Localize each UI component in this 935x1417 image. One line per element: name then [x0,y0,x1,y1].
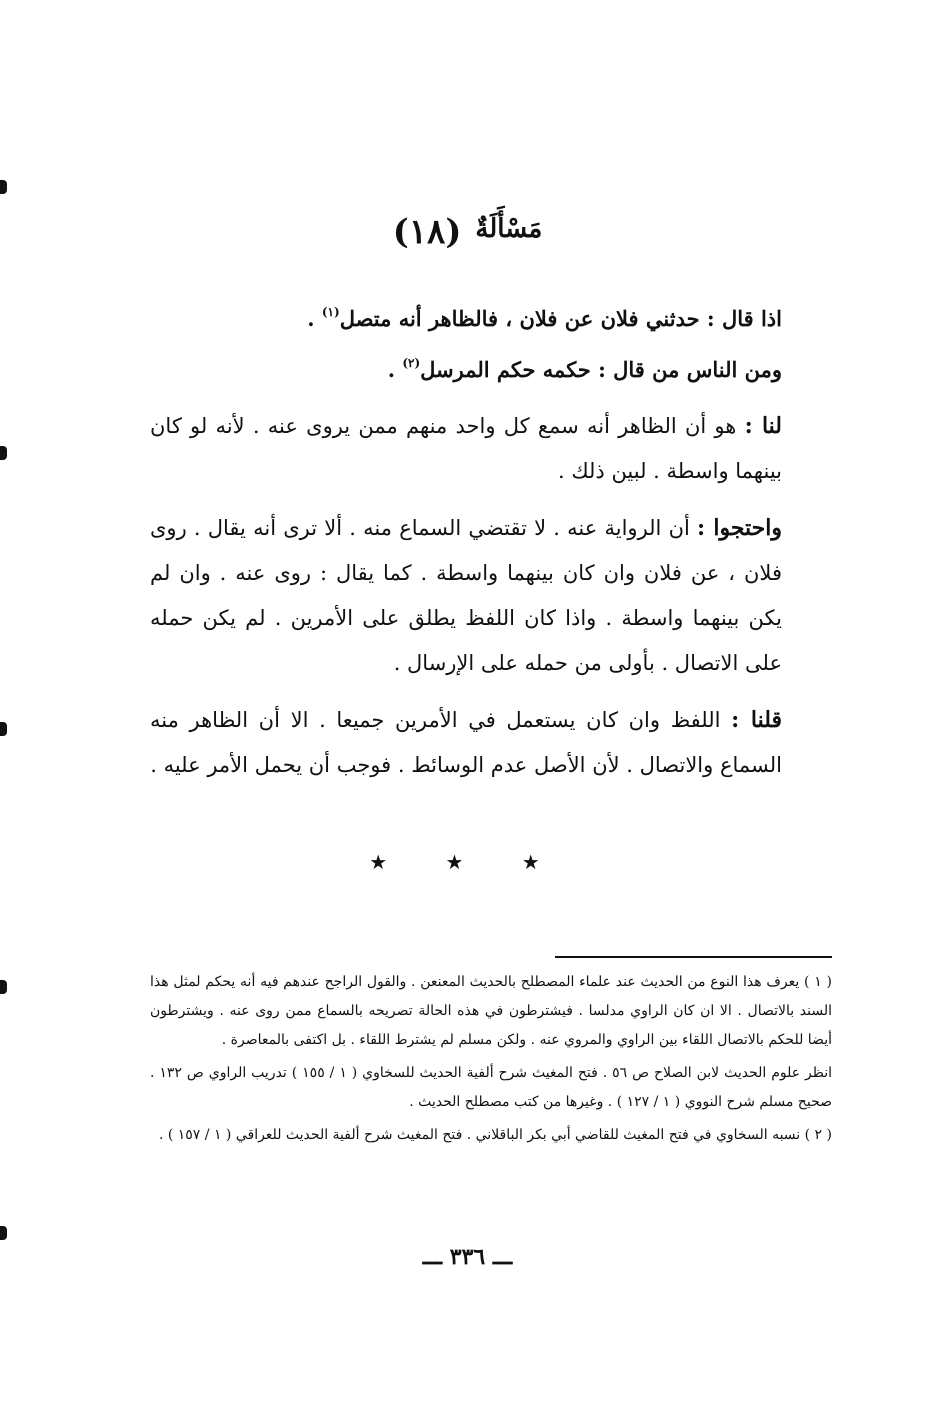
footnote-1: ( ١ ) يعرف هذا النوع من الحديث عند علماء المصطلح بالحديث المعنعن . والقول الراجح عندهم فيه أنه يحكم لمثل هذا السند بالاتصال . الا ان كان الراوي مدلسا . فيشترطون في هذه الحالة تصريحه بالسماع ممن روى عنه . ويشترطون أيضا للحكم بالاتصال اللقاء بين الراوي والمروي عنه . ولكن مسلم لم يشترط اللقاء . بل اكتفى بالمعاصرة . [150,974,832,1048]
paragraph-our-argument [150,404,782,494]
issue-heading [0,212,935,252]
statement-end: . [307,306,322,331]
opposing-view-text: ومن الناس من قال : حكمه حكم المرسل [420,357,782,382]
reply-lead: قلنا : [731,707,783,733]
footnote-2: ( ٢ ) نسبه السخاوي في فتح المغيث للقاضي أبي بكر الباقلاني . فتح المغيث شرح ألفية الحديث للعراقي ( ١ / ١٥٧ ) . [158,1127,832,1143]
footnote-ref-1: (١) [321,305,340,319]
paragraph-their-argument [150,506,782,686]
our-argument-lead: لنا : [744,413,782,439]
scan-edge-mark [0,980,7,994]
heading-number: (١٨) [392,212,462,252]
section-separator: ★ ★ ★ [369,850,566,874]
footnote-ref-2: (٢) [402,356,421,370]
footnote-divider [555,956,832,958]
scan-edge-mark [0,446,7,460]
reply-text: اللفظ وان كان يستعمل في الأمرين جميعا . الا أن الظاهر منه السماع والاتصال . لأن الأصل عدم الوسائط . فوجب أن يحمل الأمر عليه . [150,708,782,777]
scan-edge-mark [0,1226,7,1240]
their-argument-lead: واحتجوا : [697,515,782,541]
footnotes [150,968,832,1154]
opposing-view-end: . [387,357,403,382]
our-argument-text: هو أن الظاهر أنه سمع كل واحد منهم ممن يروى عنه . لأنه لو كان بينهما واسطة . لبين ذلك . [150,414,782,483]
their-argument-text: أن الرواية عنه . لا تقتضي السماع منه . ألا ترى أنه يقال . روى فلان ، عن فلان وان كان بينهما واسطة . كما يقال : روى عنه . وان لم يكن بينهما واسطة . واذا كان اللفظ يطلق على الأمرين . لم يكن حمله على الاتصال . بأولى من حمله على الإرسال . [150,516,782,675]
paragraph-reply [150,698,782,788]
scan-edge-mark [0,180,7,194]
main-text [150,296,782,800]
scan-edge-mark [0,722,7,736]
paragraph-opposing-view [150,347,782,392]
heading-word: مَسْأَلَةٌ [475,214,543,244]
paragraph-statement [150,296,782,341]
footnote-1-sources: انظر علوم الحديث لابن الصلاح ص ٥٦ . فتح المغيث شرح ألفية الحديث للسخاوي ( ١ / ١٥٥ ) تدريب الراوي ص ١٣٢ . صحيح مسلم شرح النووي ( ١ / ١٢٧ ) . وغيرها من كتب مصطلح الحديث . [150,1065,833,1110]
statement-text: اذا قال : حدثني فلان عن فلان ، فالظاهر أنه متصل [339,306,782,331]
page-number: ـــ ٣٣٦ ـــ [422,1244,513,1270]
